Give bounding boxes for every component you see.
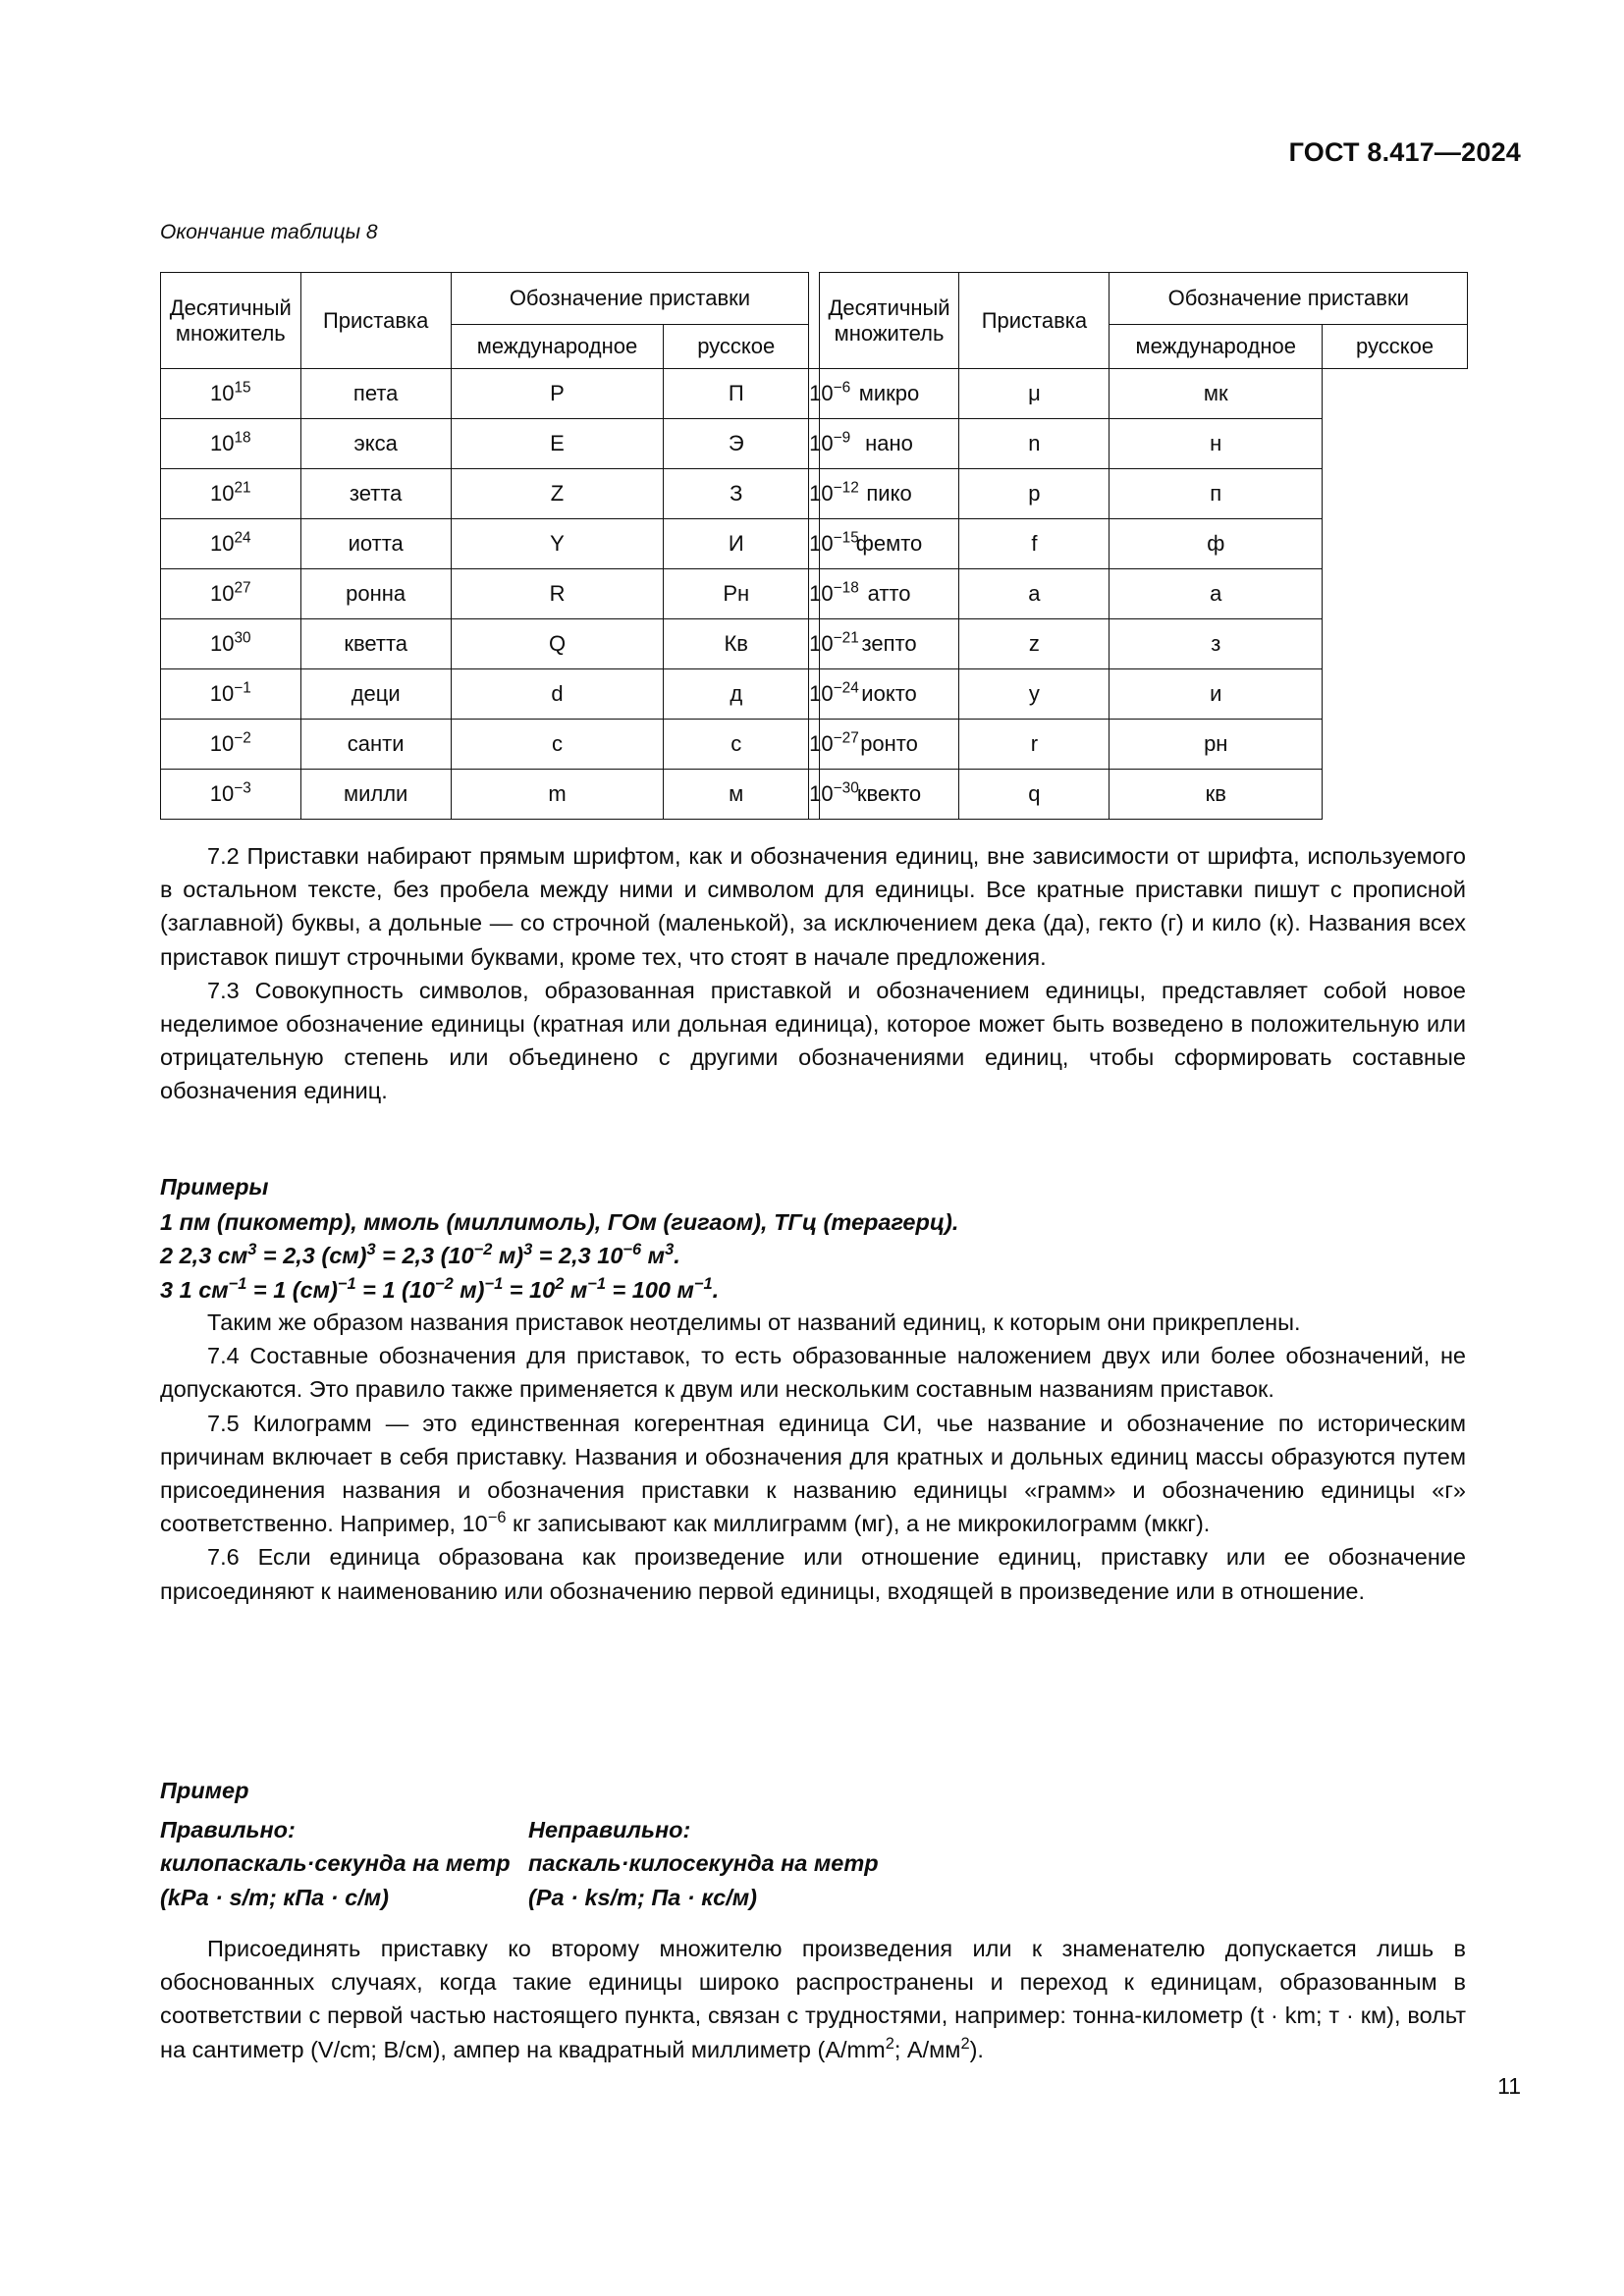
unit-names-row	[160, 1846, 1466, 1880]
table-row	[161, 669, 1468, 720]
paragraph-after-examples: Таким же образом названия приставок неотделимы от названий единиц, к которым они прикреплены.	[207, 1309, 1301, 1335]
cell-prefix-right: фемто	[819, 519, 959, 569]
cell-multiplier-right: $10^{-27}$	[809, 720, 820, 770]
cell-multiplier-right: $10^{-21}$	[809, 619, 820, 669]
cell-prefix-right: зепто	[819, 619, 959, 669]
cell-multiplier-left: $10^{-3}$	[161, 770, 301, 820]
cell-russian-left: с	[664, 720, 809, 770]
cell-international-left: Y	[451, 519, 664, 569]
cell-prefix-right: нано	[819, 419, 959, 469]
cell-multiplier-right: $10^{-30}$	[809, 770, 820, 820]
labels-row	[160, 1813, 1466, 1846]
cell-russian-left: м	[664, 770, 809, 820]
table-row	[161, 369, 1468, 419]
header-multiplier-right: Десятичный множитель	[819, 273, 959, 369]
cell-multiplier-right: $10^{-15}$	[809, 519, 820, 569]
cell-international-left: R	[451, 569, 664, 619]
incorrect-unit-name: паскаль·килосекунда на метр	[528, 1850, 879, 1877]
cell-international-right: f	[959, 519, 1110, 569]
incorrect-unit-symbols: (Pa · ks/m; Па · кс/м)	[528, 1884, 757, 1910]
cell-international-right: a	[959, 569, 1110, 619]
cell-russian-right: а	[1110, 569, 1323, 619]
cell-international-left: Q	[451, 619, 664, 669]
example-3: 3 1 $см^{-1} = 1$ (см)$^{-1}$ = 1 ($10^{-2}$ $м)^{-1} = 10^2$ $м^{-1} = 100$ $м^{-1}$.	[160, 1274, 720, 1303]
table-row	[161, 519, 1468, 569]
cell-russian-right: ф	[1110, 519, 1323, 569]
paragraph-7-3: 7.3 Совокупность символов, образованная приставкой и обозначением единицы, представляет собой новое неделимое обозначение единицы (кратная или дольная единица), которое может быть возведено в положительную или отрицательную степень или объединено с другими обозначениями единиц, чтобы сформировать составные обозначения единиц.	[160, 977, 1466, 1104]
paragraph-7-4: 7.4 Составные обозначения для приставок, то есть образованные наложением двух или более обозначений, не допускаются. Это правило также применяется к двум или нескольким составным названиям приставок.	[160, 1343, 1466, 1403]
header-designation-right: Обозначение приставки	[1110, 273, 1468, 325]
cell-international-left: P	[451, 369, 664, 419]
cell-prefix-left: ронна	[300, 569, 451, 619]
cell-russian-right: мк	[1110, 369, 1323, 419]
cell-multiplier-right: $10^{-18}$	[809, 569, 820, 619]
paragraph-final: Присоединять приставку ко второму множителю произведения или к знаменателю допускается лишь в обоснованных случаях, когда такие единицы широко распространены и переход к единицам, образованным в соответствии с первой частью настоящего пункта, связан с трудностями, например: тонна-километр (t · km; т · км), вольт на сантиметр (V/cm; В/см), ампер на квадратный миллиметр ($A/mm^2$; $А/мм^2$).	[160, 1936, 1466, 2062]
cell-international-left: c	[451, 720, 664, 770]
header-international-right: международное	[1110, 325, 1323, 369]
header-prefix-right: Приставка	[959, 273, 1110, 369]
cell-multiplier-right: $10^{-12}$	[809, 469, 820, 519]
cell-russian-right: з	[1110, 619, 1323, 669]
example-single-title-row	[160, 1774, 1466, 1807]
cell-russian-left: Кв	[664, 619, 809, 669]
cell-international-right: r	[959, 720, 1110, 770]
cell-prefix-left: санти	[300, 720, 451, 770]
cell-russian-right: и	[1110, 669, 1323, 720]
cell-multiplier-left: $10^{15}$	[161, 369, 301, 419]
table-row	[161, 419, 1468, 469]
table-body	[161, 369, 1468, 820]
cell-multiplier-left: $10^{27}$	[161, 569, 301, 619]
cell-prefix-left: экса	[300, 419, 451, 469]
cell-prefix-left: кветта	[300, 619, 451, 669]
cell-prefix-right: микро	[819, 369, 959, 419]
table-header-row-1	[161, 273, 1468, 325]
cell-russian-left: П	[664, 369, 809, 419]
example-correct-incorrect	[160, 1774, 1466, 1914]
cell-prefix-left: иотта	[300, 519, 451, 569]
page-number: 11	[1497, 2073, 1521, 2099]
cell-multiplier-right: $10^{-6}$	[809, 369, 820, 419]
cell-international-right: y	[959, 669, 1110, 720]
header-russian-left: русское	[664, 325, 809, 369]
text-block-7-4-7-6	[160, 1306, 1466, 1608]
table-head	[161, 273, 1468, 369]
cell-prefix-right: пико	[819, 469, 959, 519]
cell-prefix-left: милли	[300, 770, 451, 820]
example-2: 2 2,3 $см^3 = 2,3$ (см)$^3$ = 2,3 ($10^{-2}$ м)$^3$ = 2,3 $10^{-6}$ $м^3$.	[160, 1241, 680, 1269]
table-center-divider	[809, 273, 820, 369]
cell-multiplier-right: $10^{-24}$	[809, 669, 820, 720]
si-prefix-table	[160, 272, 1468, 820]
cell-international-right: z	[959, 619, 1110, 669]
cell-russian-right: рн	[1110, 720, 1323, 770]
cell-international-right: p	[959, 469, 1110, 519]
cell-russian-left: Рн	[664, 569, 809, 619]
table-row	[161, 619, 1468, 669]
cell-prefix-left: зетта	[300, 469, 451, 519]
cell-multiplier-right: $10^{-9}$	[809, 419, 820, 469]
header-russian-right: русское	[1323, 325, 1468, 369]
cell-russian-right: н	[1110, 419, 1323, 469]
cell-prefix-left: пета	[300, 369, 451, 419]
cell-prefix-right: ронто	[819, 720, 959, 770]
table-row	[161, 569, 1468, 619]
cell-russian-left: И	[664, 519, 809, 569]
cell-multiplier-left: $10^{-1}$	[161, 669, 301, 720]
cell-russian-left: З	[664, 469, 809, 519]
cell-prefix-left: деци	[300, 669, 451, 720]
table-row	[161, 469, 1468, 519]
header-multiplier-left: Десятичный множитель	[161, 273, 301, 369]
text-block-7-2-7-3	[160, 839, 1466, 1108]
cell-prefix-right: квекто	[819, 770, 959, 820]
cell-international-left: E	[451, 419, 664, 469]
cell-russian-left: Э	[664, 419, 809, 469]
cell-russian-left: д	[664, 669, 809, 720]
examples-title: Примеры	[160, 1174, 269, 1200]
header-international-left: международное	[451, 325, 664, 369]
examples-block	[160, 1170, 1466, 1307]
cell-multiplier-left: $10^{24}$	[161, 519, 301, 569]
example-single-title: Пример	[160, 1778, 249, 1803]
cell-international-left: d	[451, 669, 664, 720]
cell-russian-right: п	[1110, 469, 1323, 519]
paragraph-7-2: 7.2 Приставки набирают прямым шрифтом, как и обозначения единиц, вне зависимости от шрифта, используемого в остальном тексте, без пробела между ними и символом для единицы. Все кратные приставки пишут с прописной (заглавной) буквы, а дольные — со строчной (маленькой), за исключением дека (да), гекто (г) и кило (к). Названия всех приставок пишут строчными буквами, кроме тех, что стоят в начале предложения.	[160, 843, 1466, 970]
text-block-final	[160, 1932, 1466, 2066]
cell-international-left: Z	[451, 469, 664, 519]
header-designation-left: Обозначение приставки	[451, 273, 808, 325]
correct-label: Правильно:	[160, 1817, 296, 1843]
header-prefix-left: Приставка	[300, 273, 451, 369]
page-header-standard-number: ГОСТ 8.417—2024	[1288, 137, 1521, 167]
incorrect-label: Неправильно:	[528, 1817, 691, 1843]
correct-unit-symbols: (kPa · s/m; кПа · с/м)	[160, 1884, 389, 1910]
paragraph-7-6: 7.6 Если единица образована как произведение или отношение единиц, приставку или ее обозначение присоединяют к наименованию или обозначению первой единицы, входящей в произведение или в отношение.	[160, 1544, 1466, 1604]
correct-unit-name: килопаскаль·секунда на метр	[160, 1850, 511, 1877]
cell-multiplier-left: $10^{30}$	[161, 619, 301, 669]
cell-russian-right: кв	[1110, 770, 1323, 820]
cell-international-right: n	[959, 419, 1110, 469]
cell-international-right: μ	[959, 369, 1110, 419]
table-row	[161, 720, 1468, 770]
table-caption: Окончание таблицы 8	[160, 221, 378, 243]
cell-multiplier-left: $10^{-2}$	[161, 720, 301, 770]
cell-international-right: q	[959, 770, 1110, 820]
unit-symbols-row	[160, 1881, 1466, 1914]
table-row	[161, 770, 1468, 820]
cell-multiplier-left: $10^{21}$	[161, 469, 301, 519]
example-1: 1 пм (пикометр), ммоль (миллимоль), ГОм (гигаом), ТГц (терагерц).	[160, 1209, 959, 1236]
cell-international-left: m	[451, 770, 664, 820]
cell-prefix-right: атто	[819, 569, 959, 619]
paragraph-7-5: 7.5 Килограмм — это единственная когерентная единица СИ, чье название и обозначение по историческим причинам включает в себя приставку. Названия и обозначения для кратных и дольных единиц массы образуются путем присоединения названия и обозначения приставки к названию единицы «грамм» и обозначению единицы «г» соответственно. Например, $10^{-6}$ кг записывают как миллиграмм (мг), а не микрокилограмм (мккг).	[160, 1410, 1466, 1537]
cell-multiplier-left: $10^{18}$	[161, 419, 301, 469]
cell-prefix-right: иокто	[819, 669, 959, 720]
